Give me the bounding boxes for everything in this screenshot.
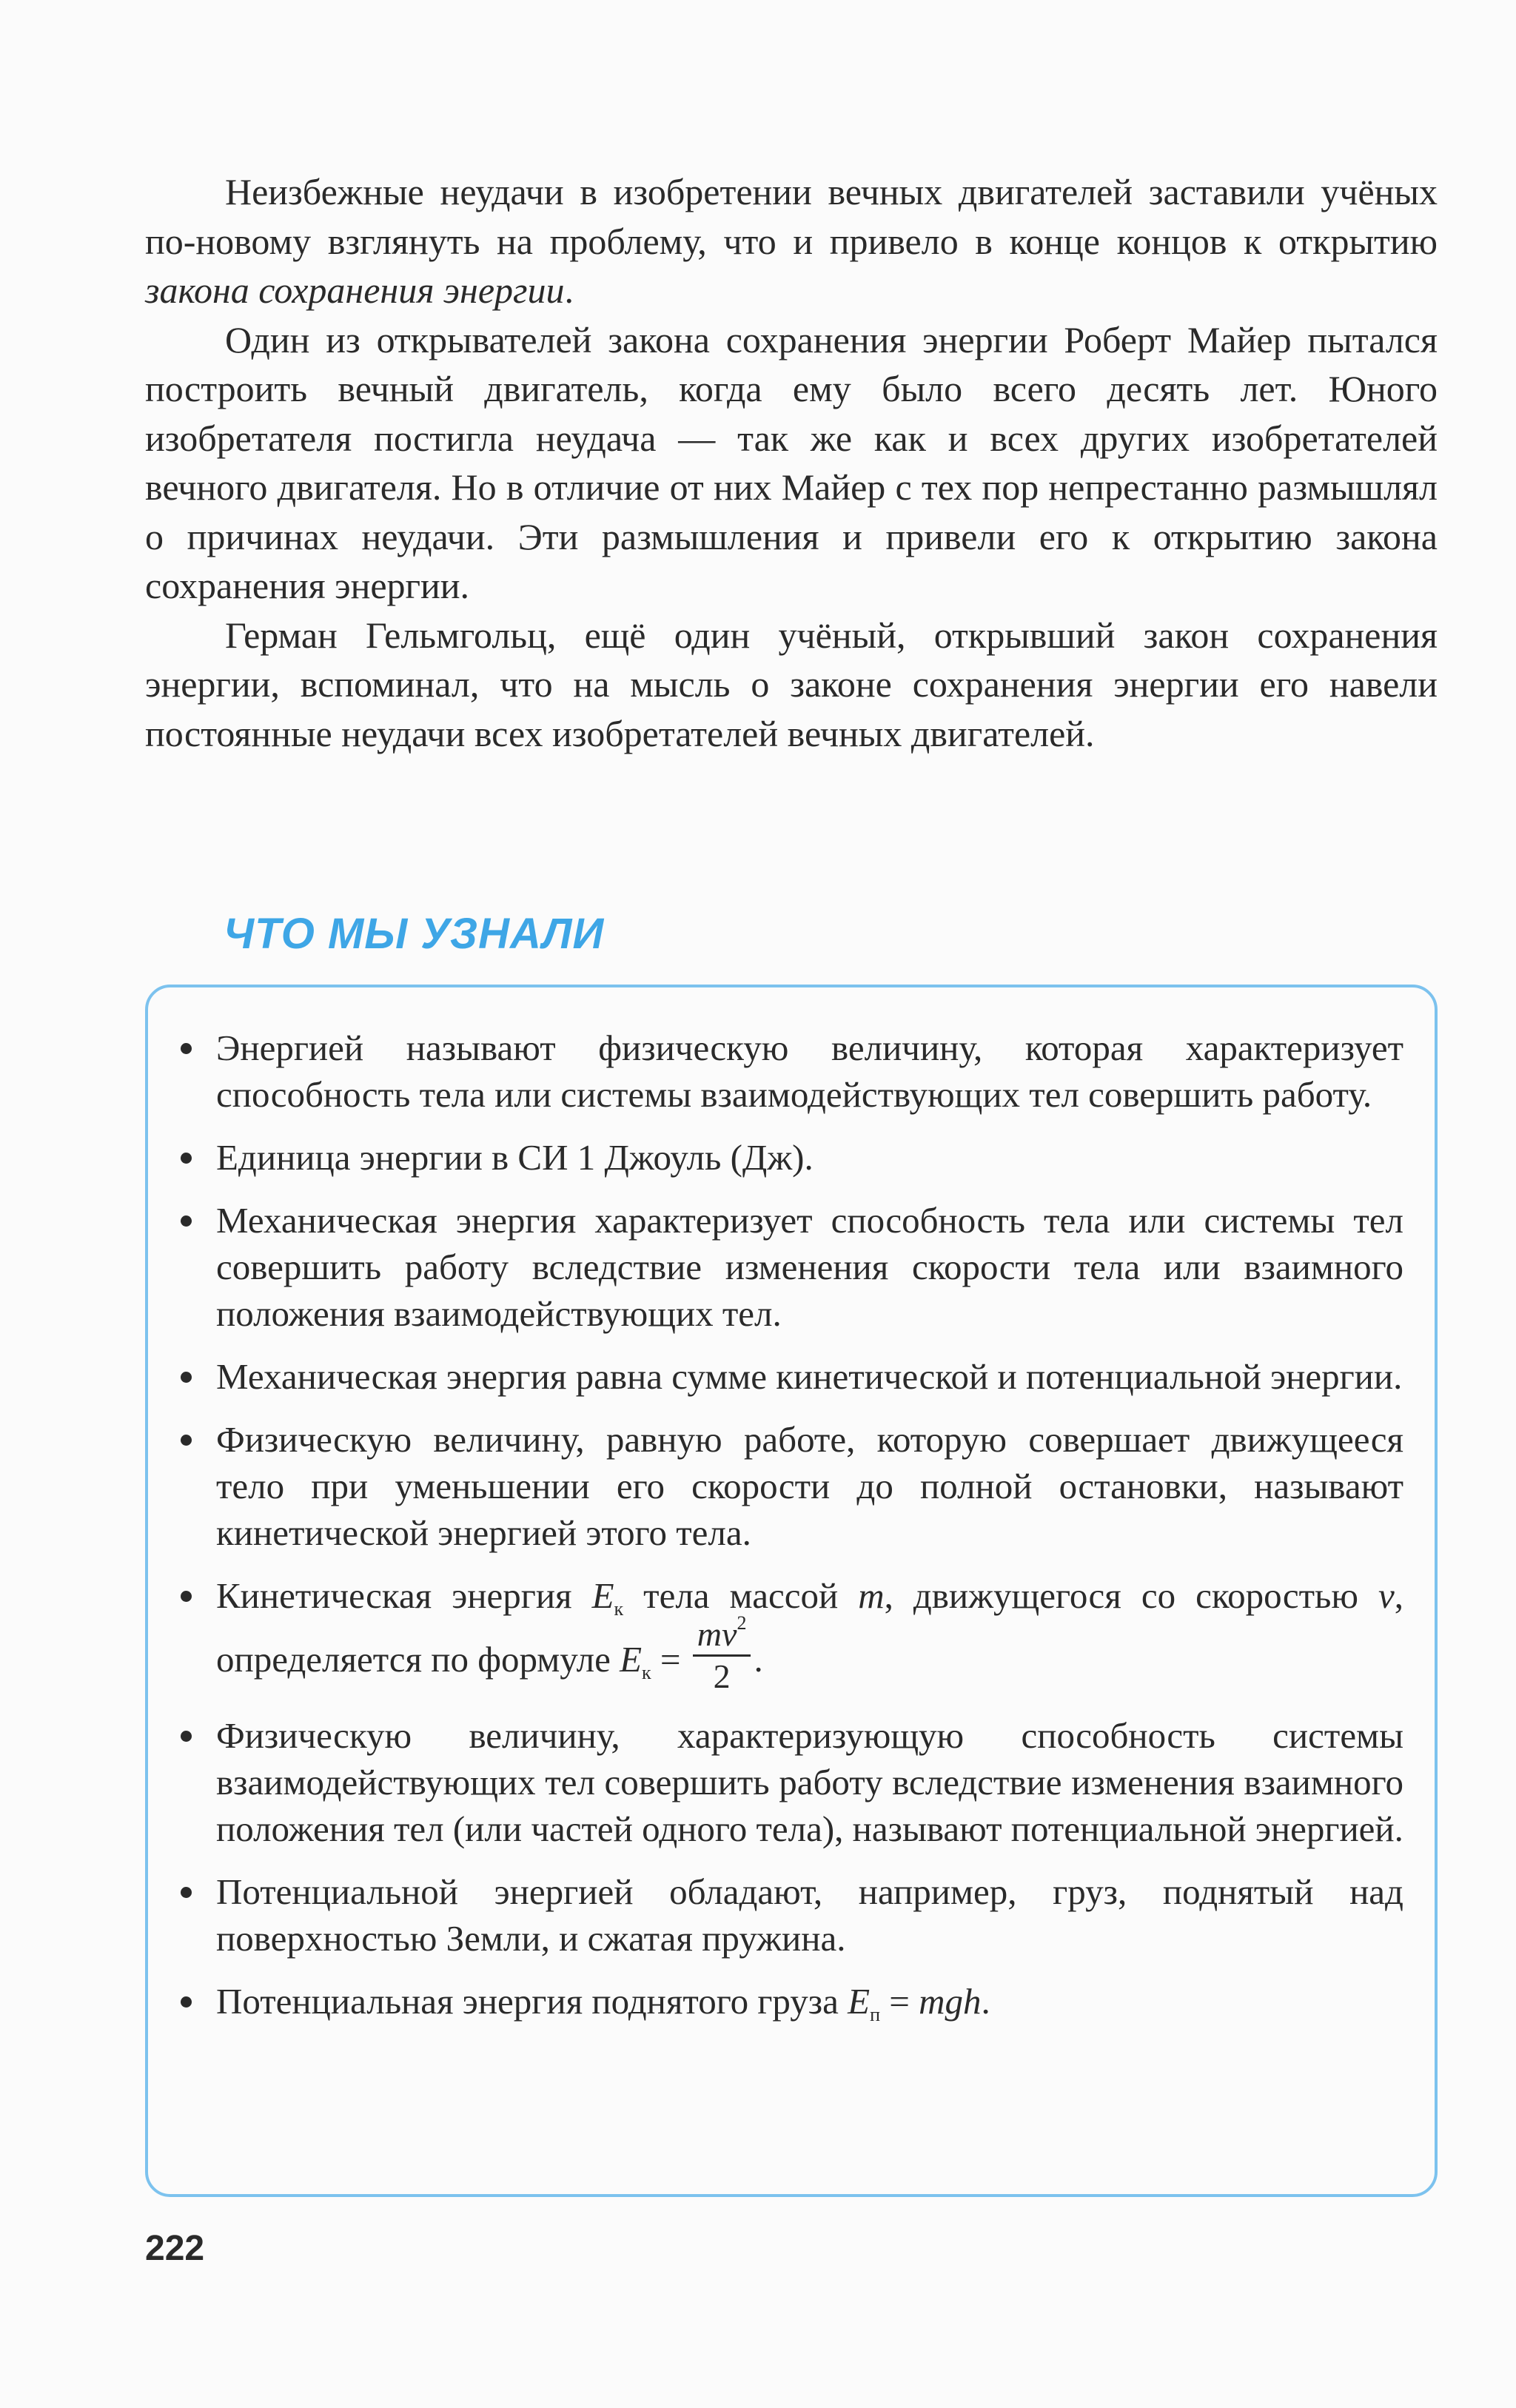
- summary-item-potential-examples: Потенциальной энергией обладают, например, груз, поднятый над поверхностью Земли, и сжатая пружина.: [175, 1868, 1403, 1962]
- paragraph-helmholtz: Герман Гельмгольц, ещё один учёный, открывший закон сохранения энергии, вспоминал, что на мысль о законе сохранения энергии его навели постоянные неудачи всех изобретателей вечных двигателей.: [145, 614, 1438, 754]
- summary-item-energy-definition: Энергией называют физическую величину, которая характеризует способность тела или системы взаимодействующих тел совершить работу.: [175, 1024, 1403, 1118]
- summary-list: [175, 1024, 1403, 2054]
- summary-item-potential-formula: Потенциальная энергия поднятого груза $E_п$ = mgh.: [175, 1978, 1403, 2038]
- paragraph-mayer: Один из открывателей закона сохранения энергии Роберт Майер пытался построить вечный двигатель, когда ему было всего десять лет. Юного изобретателя постигла неудача — так же как и всех других изобретателей вечного двигателя. Но в отличие от них Майер с тех пор непрестанно размышлял о причинах неудачи. Эти размышления и привели его к открытию закона сохранения энергии.: [145, 318, 1438, 606]
- summary-item-energy-unit: Единица энергии в СИ 1 Джоуль (Дж).: [175, 1134, 1403, 1181]
- summary-box: [145, 985, 1438, 2197]
- summary-item-kinetic-formula: Кинетическая энергия $E_к$ тела массой m, движущегося со скоростью v, определяется по формуле $E_к$ = $\frac{mv^2}{2}$ .: [175, 1572, 1403, 1696]
- fraction-numerator: $mv^2$: [693, 1617, 751, 1657]
- fraction-denominator: 2: [713, 1657, 731, 1695]
- kinetic-energy-symbol-formula: $E_к$: [620, 1638, 651, 1683]
- kinetic-energy-symbol: $E_к$: [591, 1575, 624, 1620]
- summary-item-kinetic-definition: Физическую величину, равную работе, которую совершает движущееся тело при уменьшении его скорости до полной остановки, называют кинетической энергией этого тела.: [175, 1416, 1403, 1556]
- potential-energy-symbol: $E_п$: [848, 1980, 880, 2025]
- summary-item-mechanical-energy: Механическая энергия характеризует способность тела или системы тел совершить работу вследствие изменения скорости тела или взаимного положения взаимодействующих тел.: [175, 1197, 1403, 1337]
- summary-item-potential-definition: Физическую величину, характеризующую способность системы взаимодействующих тел совершить работу вследствие изменения взаимного положения тел (или частей одного тела), называют потенциальной энергией.: [175, 1712, 1403, 1852]
- body-text: [145, 167, 1438, 758]
- emphasis-energy-law: закона сохранения энергии: [145, 269, 565, 311]
- section-heading: ЧТО МЫ УЗНАЛИ: [224, 910, 605, 958]
- mass-symbol: m: [858, 1575, 885, 1616]
- kinetic-energy-fraction: [693, 1612, 751, 1695]
- velocity-symbol: v: [1378, 1575, 1395, 1616]
- potential-energy-formula: mgh: [919, 1980, 982, 2022]
- summary-item-mechanical-sum: Механическая энергия равна сумме кинетической и потенциальной энергии.: [175, 1353, 1403, 1400]
- page-number: 222: [145, 2229, 205, 2268]
- paragraph-perpetual-motion: Неизбежные неудачи в изобретении вечных двигателей заставили учёных по-новому взглянуть на проблему, что и привело в конце концов к открытию закона сохранения энергии.: [145, 171, 1438, 311]
